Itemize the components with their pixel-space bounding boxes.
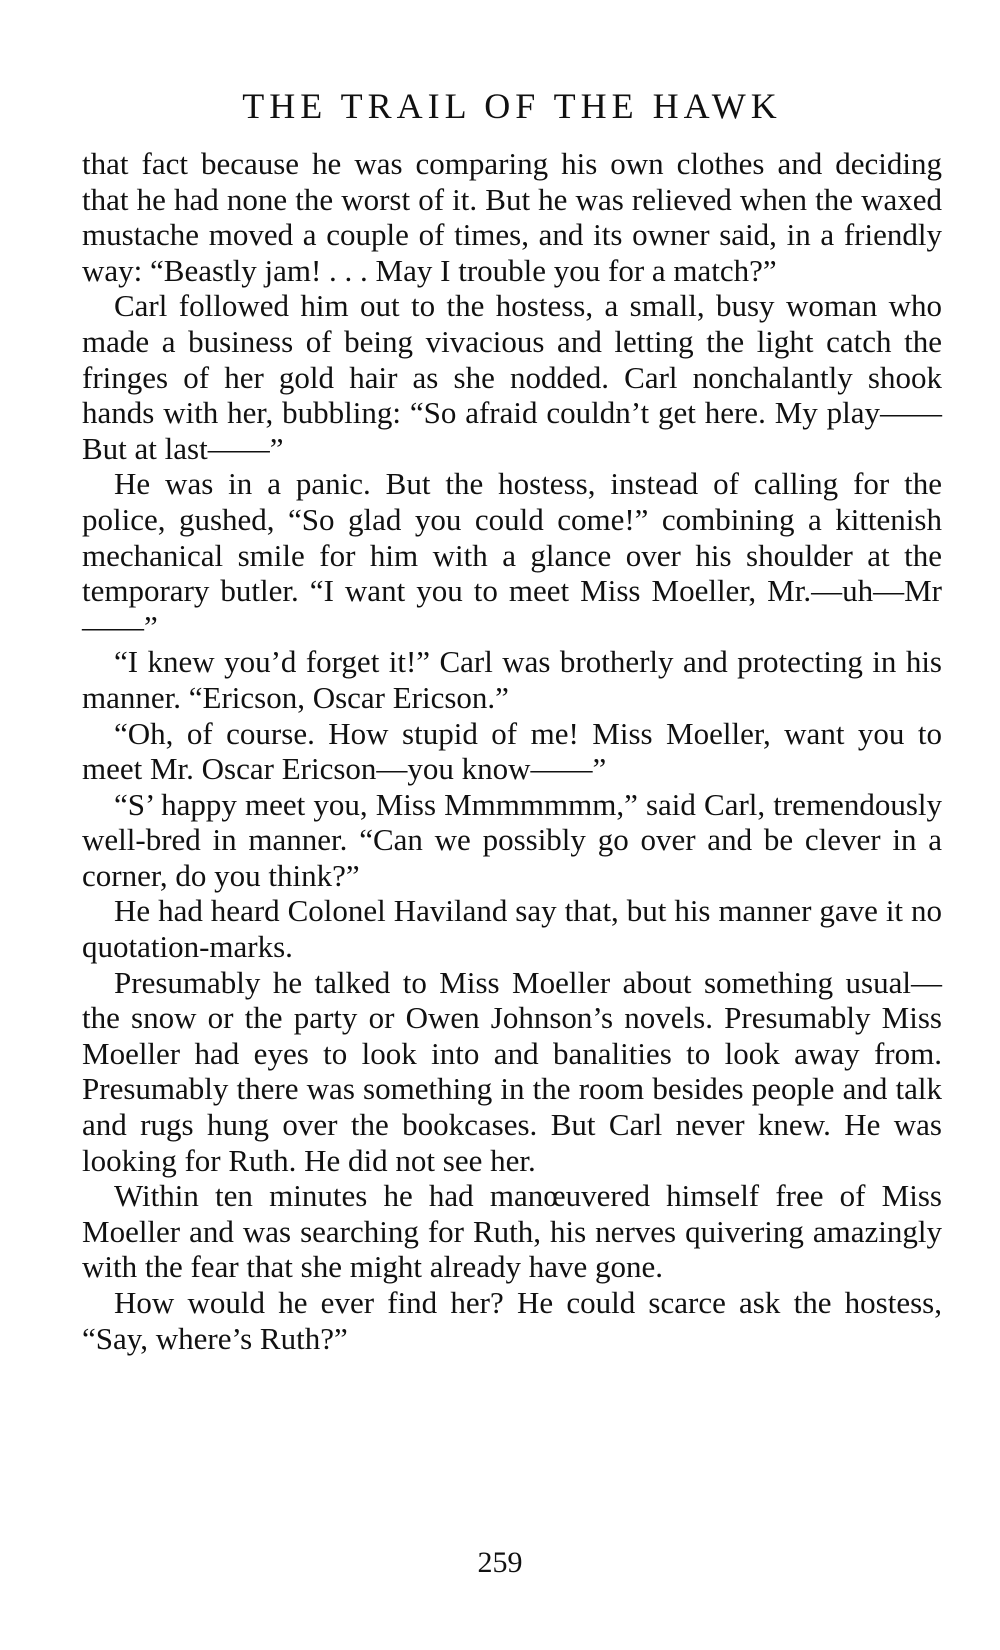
paragraph: “Oh, of course. How stupid of me! Miss Moeller, want you to meet Mr. Oscar Ericson—you know——” — [82, 715, 942, 787]
paragraph: He was in a panic. But the hostess, instead of calling for the police, gushed, “So glad you could come!” combining a kittenish mechanical smile for him with a glance over his shoulder at the temporary butler. “I want you to meet Miss Moeller, Mr.—uh—Mr——” — [82, 466, 942, 644]
paragraph: How would he ever find her? He could scarce ask the hostess, “Say, where’s Ruth?” — [82, 1285, 942, 1356]
paragraph: Carl followed him out to the hostess, a small, busy woman who made a business of being vivacious and letting the light catch the fringes of her gold hair as she nodded. Carl nonchalantly shook hands with her, bubbling: “So afraid couldn’t get here. My play—— But at last——” — [82, 288, 942, 466]
paragraph: “S’ happy meet you, Miss Mmmmmmm,” said Carl, tremendously well-bred in manner. “Can we possibly go over and be clever in a corner, do you think?” — [82, 786, 942, 893]
paragraph: that fact because he was comparing his own clothes and deciding that he had none the worst of it. But he was relieved when the waxed mustache moved a couple of times, and its owner said, in a friendly way: “Beastly jam! . . . May I trouble you for a match?” — [82, 146, 942, 288]
book-page — [82, 82, 942, 1356]
body-text — [82, 146, 942, 1356]
running-head: THE TRAIL OF THE HAWK — [242, 86, 782, 126]
paragraph: He had heard Colonel Haviland say that, but his manner gave it no quotation-marks. — [82, 893, 942, 965]
paragraph: “I knew you’d forget it!” Carl was brotherly and protecting in his manner. “Ericson, Oscar Ericson.” — [82, 644, 942, 715]
page-number: 259 — [477, 1546, 523, 1579]
paragraph: Presumably he talked to Miss Moeller about something usual—the snow or the party or Owen Johnson’s novels. Presumably Miss Moeller had eyes to look into and banalities to look away from. Presumably there was something in the room besides people and talk and rugs hung over the bookcases. But Carl never knew. He was looking for Ruth. He did not see her. — [82, 964, 942, 1178]
paragraph: Within ten minutes he had manœuvered himself free of Miss Moeller and was searching for Ruth, his nerves quivering amazingly with the fear that she might already have gone. — [82, 1178, 942, 1285]
